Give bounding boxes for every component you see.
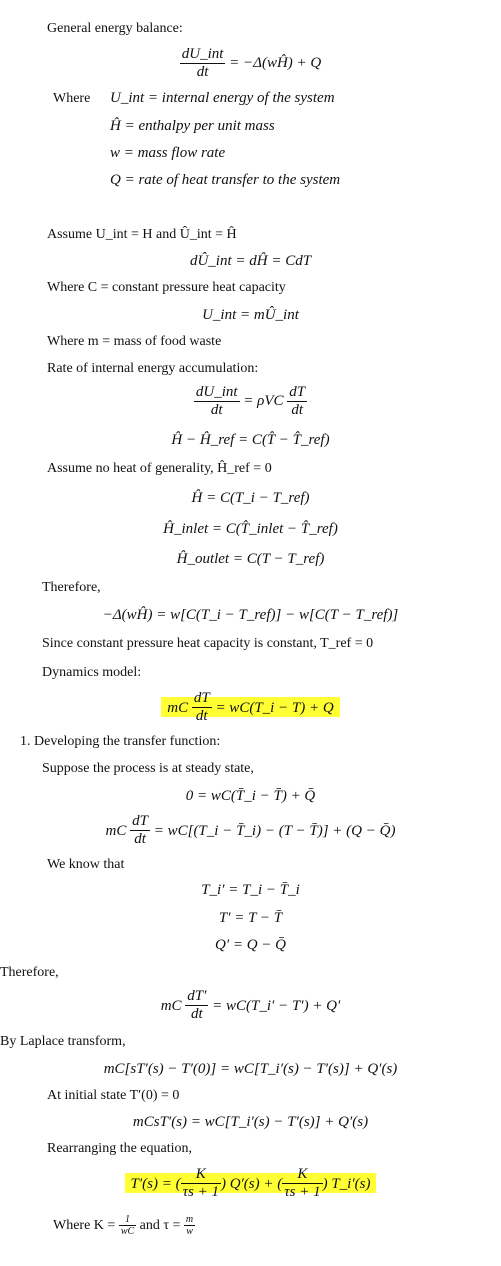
- deviation-dT-dt-fraction: $\frac{dT}{dt}$: [132, 813, 148, 847]
- since-line: Since constant pressure heat capacity is constant, T_ref = 0: [42, 636, 374, 651]
- steady-state-line: Suppose the process is at steady state,: [42, 761, 254, 776]
- therefore-2: Therefore,: [0, 965, 59, 980]
- k-fraction: $\frac{1}{wC}$: [120, 1214, 135, 1237]
- where-m-line: Where m = mass of food waste: [47, 334, 222, 349]
- assume-line: Assume U_int = H and Û_int = Ĥ: [47, 227, 237, 242]
- dUint-dt-fraction: $\frac{\text{dU\_int}}{dt}$: [181, 46, 224, 80]
- dT-dt-fraction: $\frac{dT}{dt}$: [289, 384, 306, 418]
- laplace-label: By Laplace transform,: [0, 1034, 126, 1049]
- eq-h-ref: Ĥ − Ĥ_ref = C(T̂ − T̂_ref): [171, 432, 330, 448]
- assume-no-heat-line: Assume no heat of generality, Ĥ_ref = 0: [47, 461, 272, 476]
- def-q: Q = rate of heat transfer to the system: [110, 172, 341, 188]
- rate-heading: Rate of internal energy accumulation:: [47, 361, 259, 376]
- eq-q-prime: Q′ = Q − Q̄: [214, 937, 287, 953]
- k-over-taus1-fraction-2: $\frac{K}{\tau s + 1}$: [284, 1166, 321, 1200]
- eq-deviation: mC $\frac{dT}{dt}$ = wC[(T_i − T̄_i) − (T − T̄)] + (Q − Q̄): [105, 813, 396, 847]
- dynamics-dT-dt-fraction: $\frac{dT}{dt}$: [193, 690, 210, 724]
- dynamics-highlight: mC $\frac{dT}{dt}$ = wC(T_i − T) + Q: [161, 697, 340, 717]
- eq-steady-state: 0 = wC(T̄_i − T̄) + Q̄: [185, 788, 316, 804]
- eq-h: Ĥ = C(T_i − T_ref): [191, 490, 310, 506]
- eq-h-inlet: Ĥ_inlet = C(T̂_inlet − T̂_ref): [163, 521, 338, 537]
- eq-h-outlet: Ĥ_outlet = C(T − T_ref): [176, 551, 325, 567]
- eq-t-prime: T′ = T − T̄: [218, 910, 283, 926]
- tau-fraction: $\frac{m}{w}$: [185, 1214, 194, 1237]
- step-1-heading: 1. Developing the transfer function:: [20, 734, 221, 749]
- eq-delta-wh: −Δ(wĤ) = w[C(T_i − T_ref)] − w[C(T − T_ref)]: [102, 607, 399, 623]
- initial-state-line: At initial state T′(0) = 0: [47, 1088, 180, 1103]
- dynamics-label: Dynamics model:: [42, 665, 142, 680]
- eq-uint: U_int = mÛ_int: [202, 307, 299, 323]
- transfer-function-equation: [0, 1166, 501, 1201]
- eq-rate-accumulation: $\frac{\text{dU\_int}}{dt}$ = ρVC $\frac{dT}{dt}$: [195, 384, 306, 418]
- dUint-dt-fraction-2: $\frac{\text{dU\_int}}{dt}$: [195, 384, 238, 418]
- where-c-line: Where C = constant pressure heat capacity: [47, 280, 286, 295]
- energy-balance-heading: General energy balance:: [47, 21, 183, 36]
- k-over-taus1-fraction-1: $\frac{K}{\tau s + 1}$: [182, 1166, 219, 1200]
- eq-laplace-2: mCsT′(s) = wC[T_i′(s) − T′(s)] + Q′(s): [132, 1114, 369, 1130]
- def-uint: U_int = internal energy of the system: [110, 90, 335, 106]
- we-know-line: We know that: [47, 857, 125, 872]
- eq-ti-prime: T_i′ = T_i − T̄_i: [201, 882, 300, 898]
- def-w: w = mass flow rate: [110, 145, 226, 161]
- eq-differential: dÛ_int = dĤ = CdT: [189, 253, 312, 269]
- eq-prime-dynamics: mC $\frac{dT'}{dt}$ = wC(T_i′ − T′) + Q′: [160, 988, 341, 1022]
- eq-laplace: mC[sT′(s) − T′(0)] = wC[T_i′(s) − T′(s)] + Q′(s): [103, 1061, 398, 1077]
- def-h: Ĥ = enthalpy per unit mass: [110, 118, 275, 134]
- therefore-1: Therefore,: [42, 580, 101, 595]
- where-label: Where: [53, 91, 91, 106]
- transfer-function-highlight: T′(s) = ( $\frac{K}{\tau s + 1}$ ) Q′(s) + ( $\frac{K}{\tau s + 1}$ ) T_i′(s): [125, 1173, 377, 1193]
- prime-dT-dt-fraction: $\frac{dT'}{dt}$: [187, 988, 207, 1022]
- dynamics-equation: [0, 690, 501, 725]
- energy-balance-equation: $\frac{\text{dU\_int}}{dt}$ = −Δ(wĤ) + Q: [181, 46, 322, 80]
- rearranging-line: Rearranging the equation,: [47, 1141, 193, 1156]
- where-k-line: Where K = $\frac{1}{wC}$ and τ = $\frac{m}{w}$: [53, 1214, 194, 1237]
